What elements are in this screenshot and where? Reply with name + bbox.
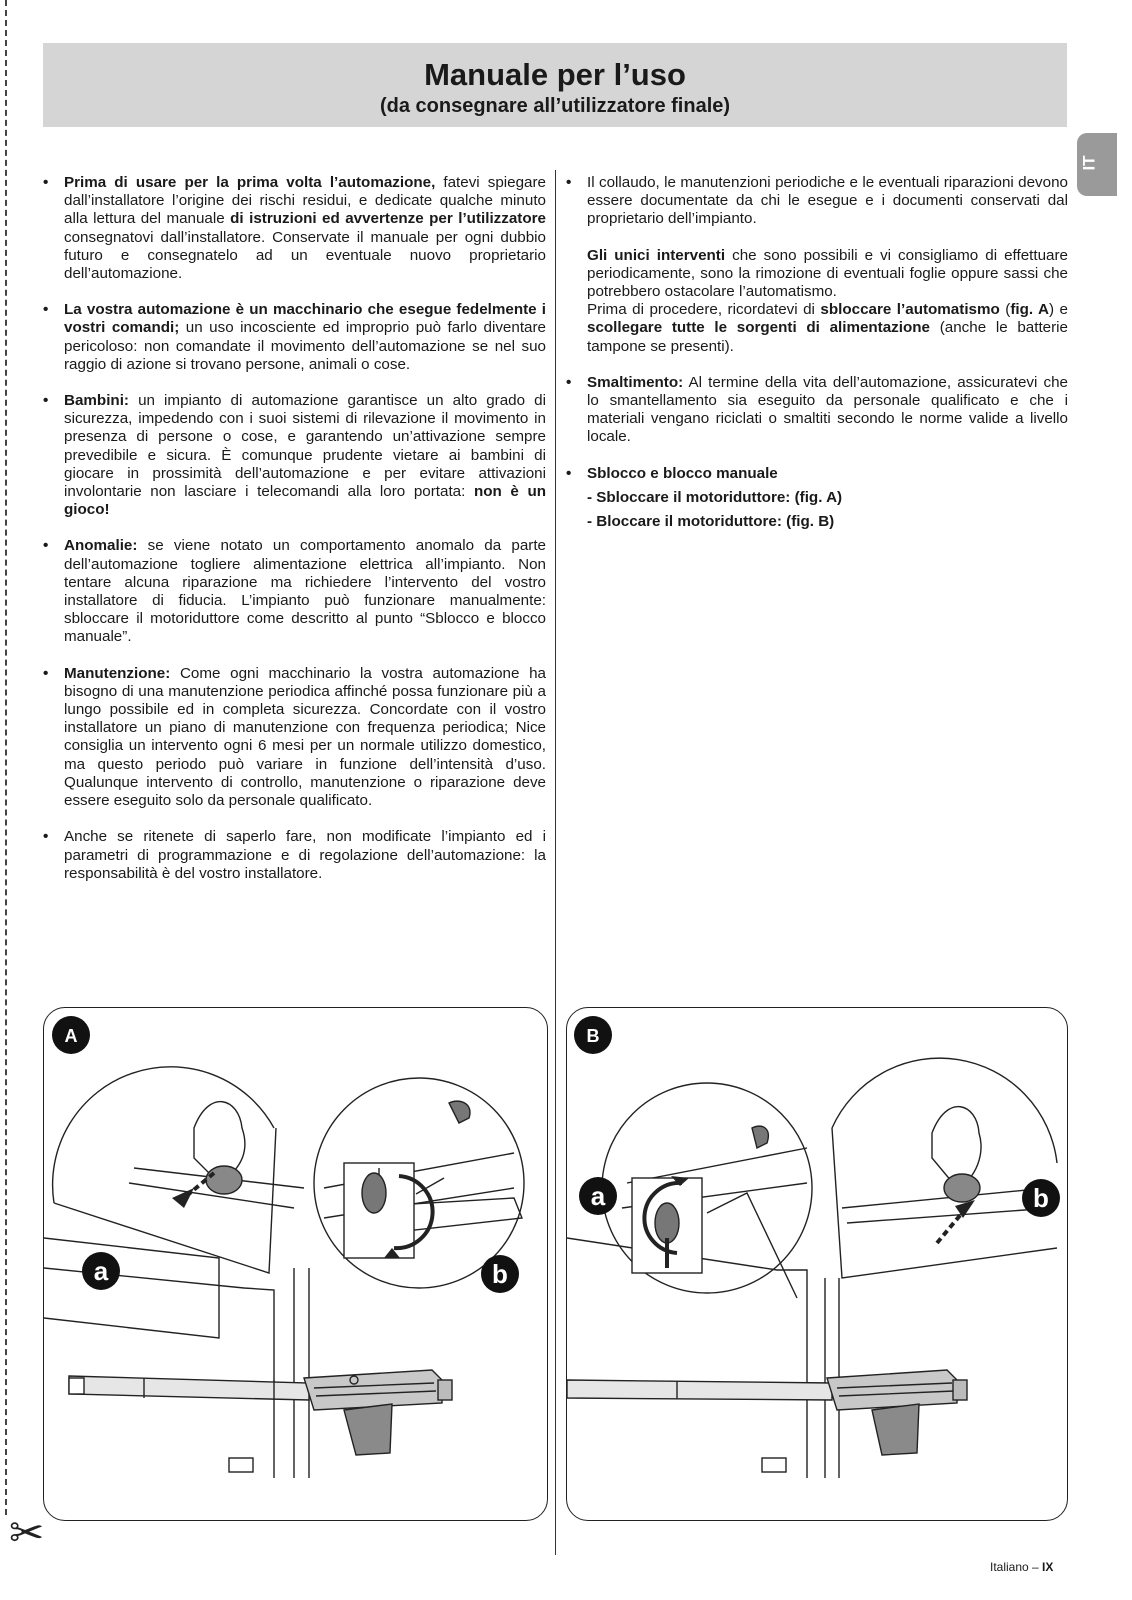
paragraph: Gli unici interventi che sono possibili e vi consigliamo di effettuare periodicamente, sono la rimozione di eventuali foglie oppure sassi che potrebbero ostacolare l’automatismo.: [587, 246, 1068, 301]
list-item: • Prima di usare per la prima volta l’automazione, fatevi spiegare dall’installatore l’origine dei rischi residui, e dedicate qualche minuto alla lettura del manuale di istruzioni ed avvertenze per l’utilizzatore consegnatovi dall’installatore. Conservate il manuale per ogni dubbio futuro e consegnatelo ad un eventuale nuovo proprietario dell’automazione.: [43, 174, 546, 283]
list-item: • Anche se ritenete di saperlo fare, non modificate l’impianto ed i parametri di programmazione e di regolazione dell’automazione: la responsabilità è del vostro installatore.: [43, 828, 546, 883]
figure-b-illustration: [567, 1008, 1067, 1520]
list-item: • Sblocco e blocco manuale - Sbloccare il motoriduttore: (fig. A) - Bloccare il motoriduttore: (fig. B): [566, 465, 1068, 532]
unlock-instruction: - Sbloccare il motoriduttore: (fig. A): [587, 488, 843, 506]
list-item: • Bambini: un impianto di automazione garantisce un alto grado di sicurezza, impedendo con i suoi sistemi di rilevazione il movimento in presenza di persone o cose, e garantendo un’attivazione sempre prevedibile e sicura. È comunque prudente vietare ai bambini di giocare in prossimità dell’automazione e per evitare attivazioni involontarie non lasciare i telecomandi alla loro portata: non è un gioco!: [43, 392, 546, 519]
paragraph: Prima di procedere, ricordatevi di sbloccare l’automatismo (fig. A) e scollegare tutte le sorgenti di alimentazione (anche le batterie tampone se presenti).: [587, 301, 1069, 355]
page-subtitle: (da consegnare all’utilizzatore finale): [379, 95, 731, 117]
cut-line: [5, 0, 7, 1515]
figure-b-step-b: b: [1033, 1183, 1049, 1213]
figure-b-label: B: [586, 1026, 600, 1046]
figure-a-step-a: a: [93, 1256, 109, 1286]
page-footer: [990, 1560, 1053, 1574]
figure-a-illustration: [44, 1008, 547, 1520]
language-tab: [1077, 133, 1117, 196]
list-item: • La vostra automazione è un macchinario che esegue fedelmente i vostri comandi; un uso incosciente ed improprio può farlo diventare pericoloso: non comandate il movimento dell’automazione se nel suo raggio di azione si trovano persone, animali o cose.: [43, 301, 546, 374]
figure-b: [566, 1007, 1068, 1521]
right-column: [566, 174, 1068, 549]
footer-language: Italiano –: [990, 1560, 1043, 1574]
page-title: Manuale per l’uso: [424, 57, 686, 92]
figure-a-step-b: b: [492, 1259, 508, 1289]
page-header: [43, 43, 1067, 127]
column-divider: [555, 170, 556, 1555]
list-item: • Il collaudo, le manutenzioni periodiche e le eventuali riparazioni devono essere documentate da chi le esegue e i documenti conservati dal proprietario dell’impianto.: [566, 174, 1068, 229]
figure-b-step-a: a: [590, 1181, 606, 1211]
page-number: IX: [1042, 1560, 1054, 1574]
list-item: • Anomalie: se viene notato un comportamento anomalo da parte dell’automazione togliere alimentazione elettrica all’impianto. Non tentare alcuna riparazione ma richiedere l’intervento del vostro installatore di fiducia. L’impianto può funzionare manualmente: sbloccare il motoriduttore come descritto al punto “Sblocco e blocco manuale”.: [43, 537, 546, 646]
left-column: [43, 174, 546, 901]
list-item: • Manutenzione: Come ogni macchinario la vostra automazione ha bisogno di una manutenzione periodica affinché possa funzionare più a lungo possibile ed in completa sicurezza. Concordate con il vostro installatore un piano di manutenzione con frequenza periodica; Nice consiglia un intervento ogni 6 mesi per un normale utilizzo domestico, ma questo periodo può variare in funzione dell’intensità d’uso. Qualunque intervento di controllo, manutenzione o riparazione deve essere eseguito solo da personale qualificato.: [43, 665, 546, 811]
figure-a-label: A: [64, 1026, 78, 1046]
language-tab-label: IT: [1079, 155, 1099, 171]
scissors-icon: ✂: [9, 1509, 45, 1556]
figure-a: [43, 1007, 548, 1521]
lock-instruction: - Bloccare il motoriduttore: (fig. B): [587, 513, 835, 531]
list-item: • Smaltimento: Al termine della vita dell’automazione, assicuratevi che lo smantellamento sia eseguito da personale qualificato e che i materiali vengano riciclati o smaltiti secondo le norme valide a livello locale.: [566, 374, 1068, 447]
